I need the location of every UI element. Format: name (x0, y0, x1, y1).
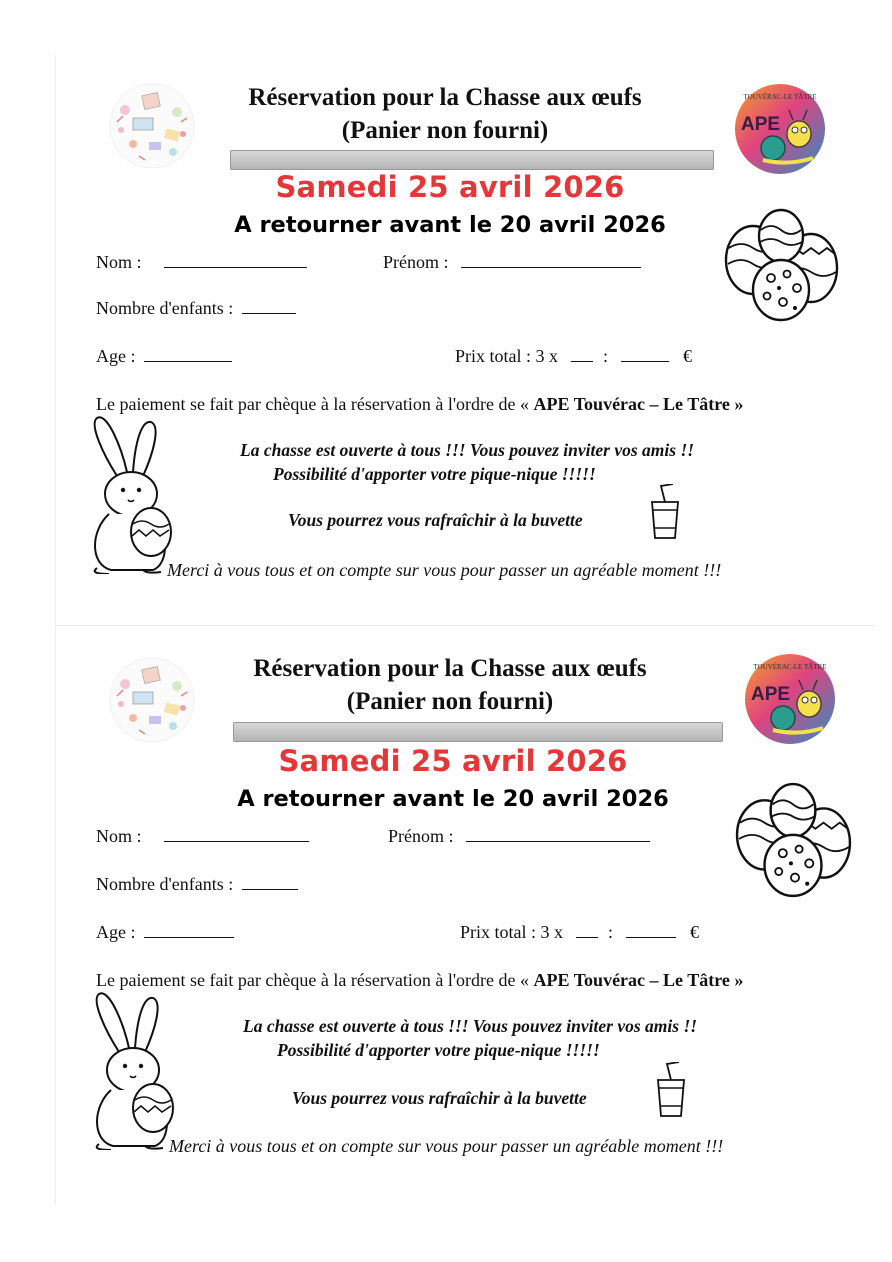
drink-cup-icon (647, 484, 683, 540)
logo-text: APE (741, 114, 781, 135)
prix-label: Prix total : 3 x (455, 346, 558, 366)
open-to-all-text: La chasse est ouverte à tous !!! Vous pouvez inviter vos amis !! (240, 440, 695, 460)
form-title: Réservation pour la Chasse aux œufs (248, 84, 642, 111)
form-subtitle: (Panier non fourni) (341, 117, 549, 144)
ape-logo-icon (733, 82, 827, 176)
nom-input-line[interactable] (164, 827, 309, 842)
payment-org: APE Touvérac – Le Tâtre (533, 970, 730, 990)
enfants-input-line[interactable] (242, 299, 296, 314)
currency-symbol: € (683, 346, 693, 366)
prix-colon: : (608, 922, 614, 942)
return-deadline: A retourner avant le 20 avril 2026 (234, 212, 666, 238)
prix-field (460, 922, 699, 943)
event-date: Samedi 25 avril 2026 (275, 170, 625, 204)
title-underline-bar (233, 722, 723, 742)
reservation-form-1 (55, 52, 865, 627)
form-title: Réservation pour la Chasse aux œufs (253, 655, 647, 682)
prix-colon: : (603, 346, 609, 366)
nom-field (96, 826, 309, 847)
quantity-input-line[interactable] (571, 347, 593, 362)
logo-arc-text: TOUVÉRAC-LE TÂTRE (753, 663, 827, 671)
payment-close: » (734, 394, 744, 414)
payment-text: Le paiement se fait par chèque à la réservation à l'ordre de « (96, 970, 530, 990)
buvette-text: Vous pourrez vous rafraîchir à la buvette (292, 1088, 587, 1108)
reservation-form-2 (55, 628, 865, 1203)
age-label: Age : (96, 922, 136, 942)
thanks-text: Merci à vous tous et on compte sur vous pour passer un agréable moment !!! (169, 1136, 724, 1156)
open-to-all-text: La chasse est ouverte à tous !!! Vous pouvez inviter vos amis !! (243, 1016, 698, 1036)
payment-close: » (734, 970, 744, 990)
easter-eggs-icon (723, 208, 841, 326)
prenom-label: Prénom : (383, 252, 449, 272)
payment-instructions (96, 394, 743, 415)
age-input-line[interactable] (144, 923, 234, 938)
return-deadline: A retourner avant le 20 avril 2026 (237, 786, 669, 812)
total-input-line[interactable] (626, 923, 676, 938)
logo-text: APE (751, 684, 791, 705)
picnic-text: Possibilité d'apporter votre pique-nique !!!!! (273, 464, 596, 484)
prenom-field (388, 826, 650, 847)
total-input-line[interactable] (621, 347, 669, 362)
age-label: Age : (96, 346, 136, 366)
prenom-label: Prénom : (388, 826, 454, 846)
currency-symbol: € (690, 922, 700, 942)
easter-eggs-icon (733, 782, 855, 902)
nom-field (96, 252, 307, 273)
picnic-text: Possibilité d'apporter votre pique-nique !!!!! (277, 1040, 600, 1060)
event-date: Samedi 25 avril 2026 (278, 744, 628, 778)
prix-label: Prix total : 3 x (460, 922, 563, 942)
enfants-field (96, 298, 296, 319)
enfants-label: Nombre d'enfants : (96, 874, 234, 894)
prenom-input-line[interactable] (461, 253, 641, 268)
ape-logo-icon (743, 652, 837, 746)
thanks-text: Merci à vous tous et on compte sur vous pour passer un agréable moment !!! (167, 560, 722, 580)
logo-arc-text: TOUVÉRAC-LE TÂTRE (743, 93, 817, 101)
payment-text: Le paiement se fait par chèque à la réservation à l'ordre de « (96, 394, 530, 414)
enfants-label: Nombre d'enfants : (96, 298, 234, 318)
school-logo-icon (103, 656, 201, 744)
bunny-icon (85, 990, 181, 1150)
payment-instructions (96, 970, 743, 991)
enfants-input-line[interactable] (242, 875, 298, 890)
quantity-input-line[interactable] (576, 923, 598, 938)
school-logo-icon (103, 82, 201, 170)
age-field (96, 922, 234, 943)
age-input-line[interactable] (144, 347, 232, 362)
prenom-field (383, 252, 641, 273)
payment-org: APE Touvérac – Le Tâtre (533, 394, 730, 414)
title-underline-bar (230, 150, 714, 170)
enfants-field (96, 874, 298, 895)
nom-input-line[interactable] (164, 253, 307, 268)
age-field (96, 346, 232, 367)
prenom-input-line[interactable] (466, 827, 650, 842)
drink-cup-icon (653, 1062, 689, 1118)
prix-field (455, 346, 692, 367)
bunny-icon (83, 414, 179, 574)
nom-label: Nom : (96, 252, 142, 272)
buvette-text: Vous pourrez vous rafraîchir à la buvette (288, 510, 583, 530)
form-subtitle: (Panier non fourni) (346, 688, 554, 715)
nom-label: Nom : (96, 826, 142, 846)
